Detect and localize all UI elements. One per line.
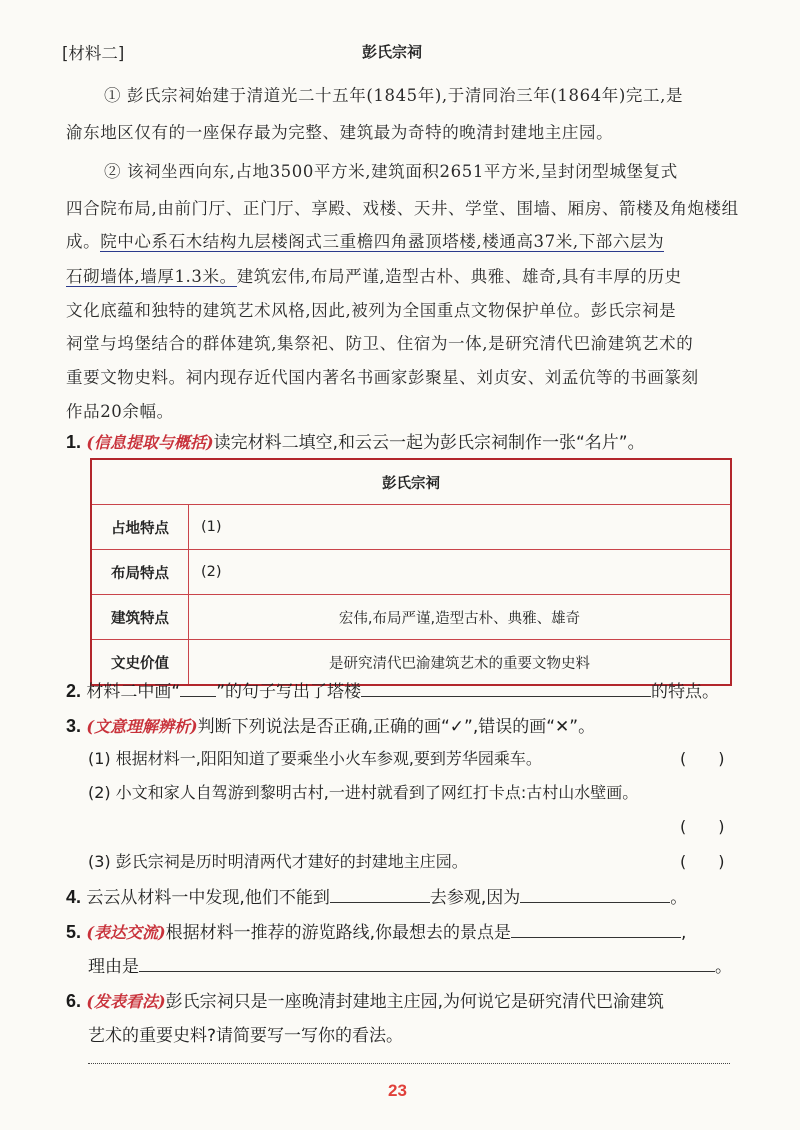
paragraph-2-line-7: 重要文物史料。祠内现存近代国内著名书画家彭聚星、刘贞安、刘孟伉等的书画篆刻: [66, 368, 699, 387]
paragraph-2-line-2: 四合院布局,由前门厅、正门厅、享殿、戏楼、天井、学堂、围墙、厢房、箭楼及角炮楼组: [66, 199, 739, 218]
question-5-text-c: 理由是: [88, 957, 139, 977]
paragraph-1-line-1: ① 彭氏宗祠始建于清道光二十五年(1845年),于清同治三年(1864年)完工,是: [104, 86, 684, 105]
paragraph-1-line-2: 渝东地区仅有的一座保存最为完整、建筑最为奇特的晚清封建地主庄园。: [66, 123, 614, 142]
card-row-layout: [91, 550, 731, 595]
question-2-text-a: 材料二中画“: [86, 682, 181, 702]
card-label-area: 占地特点: [91, 505, 189, 550]
page-number: 23: [388, 1081, 407, 1100]
question-5-line-2: [88, 952, 732, 977]
underlined-sentence-part-2: 石砌墙体,墙厚1.3米。: [66, 267, 237, 286]
question-3-number: 3.: [66, 716, 82, 736]
material-title: 彭氏宗祠: [362, 43, 423, 61]
card-label-architecture: 建筑特点: [91, 595, 189, 640]
paragraph-2-line-5: 文化底蕴和独特的建筑艺术风格,因此,被列为全国重点文物保护单位。彭氏宗祠是: [66, 301, 677, 320]
question-3-text: 判断下列说法是否正确,正确的画“✓”,错误的画“✕”。: [197, 717, 596, 737]
question-4-blank-place[interactable]: [330, 885, 430, 903]
question-4-text-c: 。: [670, 888, 688, 908]
question-2-number: 2.: [66, 681, 82, 701]
paragraph-2-line-6: 祠堂与坞堡结合的群体建筑,集祭祀、防卫、住宿为一体,是研究清代巴渝建筑艺术的: [66, 334, 694, 353]
paragraph-2-line-4-rest: 建筑宏伟,布局严谨,造型古朴、典雅、雄奇,具有丰厚的历史: [236, 267, 682, 286]
question-6-line-1: 彭氏宗祠只是一座晚清封建地主庄园,为何说它是研究清代巴渝建筑: [165, 992, 664, 1012]
question-2-text-b: ”的句子写出了塔楼: [216, 682, 362, 702]
name-card-table: [90, 458, 732, 686]
question-1-number: 1.: [66, 432, 82, 452]
question-6: [66, 987, 664, 1012]
question-6-tag: (发表看法): [86, 992, 166, 1011]
question-2-blank-mark[interactable]: [180, 679, 216, 697]
question-4-number: 4.: [66, 887, 82, 907]
card-value-architecture: 宏伟,布局严谨,造型古朴、典雅、雄奇: [189, 595, 732, 640]
question-2-text-c: 的特点。: [651, 682, 720, 702]
question-5-text-b: ,: [680, 923, 687, 943]
question-4-blank-reason[interactable]: [520, 885, 670, 903]
question-1-text: 读完材料二填空,和云云一起为彭氏宗祠制作一张“名片”。: [213, 433, 645, 453]
question-4-text-a: 云云从材料一中发现,他们不能到: [86, 888, 330, 908]
card-label-culture: 文史价值: [91, 640, 189, 686]
question-2-answer-blank[interactable]: [361, 679, 651, 697]
question-6-number: 6.: [66, 991, 82, 1011]
question-3-item-3-paren[interactable]: ( ): [680, 852, 725, 871]
question-5-tag: (表达交流): [86, 923, 166, 942]
question-5-text-d: 。: [715, 957, 732, 977]
question-5-blank-reason[interactable]: [139, 954, 715, 972]
question-1-tag: (信息提取与概括): [86, 433, 214, 452]
question-5-text-a: 根据材料一推荐的游览路线,你最想去的景点是: [165, 923, 511, 943]
paragraph-2-line-1: ② 该祠坐西向东,占地3500平方米,建筑面积2651平方米,呈封闭型城堡复式: [104, 162, 678, 181]
question-4: [66, 883, 687, 908]
underlined-sentence-part-1: 院中心系石木结构九层楼阁式三重檐四角盝顶塔楼,楼通高37米,下部六层为: [100, 232, 665, 251]
question-3: [66, 712, 595, 737]
question-4-text-b: 去参观,因为: [429, 888, 521, 908]
question-3-item-1-paren[interactable]: ( ): [680, 749, 725, 768]
card-label-layout: 布局特点: [91, 550, 189, 595]
card-title: 彭氏宗祠: [91, 459, 731, 505]
card-value-layout[interactable]: (2): [189, 550, 732, 595]
question-3-item-2-paren[interactable]: ( ): [680, 817, 725, 836]
question-5: [66, 918, 686, 943]
card-row-area: [91, 505, 731, 550]
question-5-blank-spot[interactable]: [511, 920, 681, 938]
question-6-line-2: 艺术的重要史料?请简要写一写你的看法。: [88, 1026, 404, 1046]
question-3-item-1: (1) 根据材料一,阳阳知道了要乘坐小火车参观,要到芳华园乘车。: [88, 749, 542, 768]
answer-dotted-line[interactable]: [88, 1063, 730, 1064]
question-2: [66, 677, 719, 702]
card-value-area[interactable]: (1): [189, 505, 732, 550]
card-row-architecture: [91, 595, 731, 640]
paragraph-2-line-8: 作品20余幅。: [66, 402, 174, 421]
question-1: [66, 428, 645, 453]
material-label: [材料二]: [62, 44, 125, 63]
question-5-number: 5.: [66, 922, 82, 942]
card-value-culture: 是研究清代巴渝建筑艺术的重要文物史料: [189, 640, 732, 686]
paragraph-2-line-3-start: 成。: [66, 232, 101, 251]
question-3-tag: (文意理解辨析): [86, 717, 198, 736]
paragraph-2-line-4: [66, 263, 682, 287]
question-3-item-3: (3) 彭氏宗祠是历时明清两代才建好的封建地主庄园。: [88, 852, 468, 871]
question-3-item-2: (2) 小文和家人自驾游到黎明古村,一进村就看到了网红打卡点:古村山水壁画。: [88, 783, 639, 802]
paragraph-2-line-3: [66, 228, 664, 252]
